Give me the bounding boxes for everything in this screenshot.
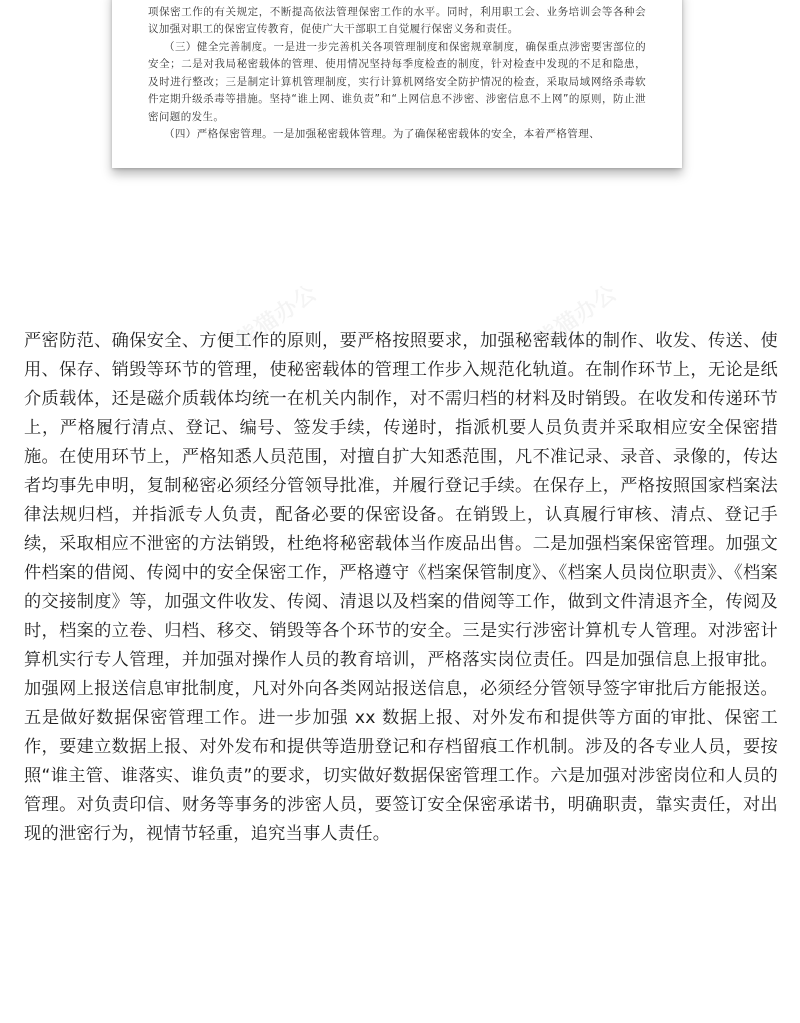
preview-text <box>148 0 646 144</box>
preview-paragraph-4: （四）严格保密管理。一是加强秘密载体管理。为了确保秘密载体的安全，本着严格管理、 <box>164 128 600 140</box>
preview-paragraph-2: 项保密工作的有关规定，不断提高依法管理保密工作的水平。同时，利用职工会、业务培训会等各种会议加强对职工的保密宣传教育，促使广大干部职工自觉履行保密义务和责任。 <box>148 5 646 35</box>
body-paragraph: 严密防范、确保安全、方便工作的原则，要严格按照要求，加强秘密载体的制作、收发、传送、使用、保存、销毁等环节的管理，使秘密载体的管理工作步入规范化轨道。在制作环节上，无论是纸介质载体，还是磁介质载体均统一在机关内制作，对不需归档的材料及时销毁。在收发和传递环节上，严格履行清点、登记、编号、签发手续，传递时，指派机要人员负责并采取相应安全保密措施。在使用环节上，严格知悉人员范围，对擅自扩大知悉范围，凡不准记录、录音、录像的，传达者均事先申明，复制秘密必须经分管领导批准，并履行登记手续。在保存上，严格按照国家档案法律法规归档，并指派专人负责，配备必要的保密设备。在销毁上，认真履行审核、清点、登记手续，采取相应不泄密的方法销毁，杜绝将秘密载体当作废品出售。二是加强档案保密管理。加强文件档案的借阅、传阅中的安全保密工作，严格遵守《档案保管制度》、《档案人员岗位职责》、《档案的交接制度》等，加强文件收发、传阅、清退以及档案的借阅等工作，做到文件清退齐全，传阅及时，档案的立卷、归档、移交、销毁等各个环节的安全。三是实行涉密计算机专人管理。对涉密计算机实行专人管理，并加强对操作人员的教育培训，严格落实岗位责任。四是加强信息上报审批。加强网上报送信息审批制度，凡对外向各类网站报送信息，必须经分管领导签字审批后方能报送。五是做好数据保密管理工作。进一步加强 xx 数据上报、对外发布和提供等方面的审批、保密工作，要建立数据上报、对外发布和提供等造册登记和存档留痕工作机制。涉及的各专业人员，要按照“谁主管、谁落实、谁负责”的要求，切实做好数据保密管理工作。六是加强对涉密岗位和人员的管理。对负责印信、财务等事务的涉密人员，要签订安全保密承诺书，明确职责，靠实责任，对出现的泄密行为，视情节轻重，追究当事人责任。 <box>24 331 778 844</box>
preview-paragraph-3: （三）健全完善制度。一是进一步完善机关各项管理制度和保密规章制度，确保重点涉密要害部位的安全；二是对我局秘密载体的管理、使用情况坚持每季度检查的制度，针对检查中发现的不足和隐患，及时进行整改；三是制定计算机管理制度，实行计算机网络安全防护情况的检查，采取局域网络杀毒软件定期升级杀毒等措施。坚持“谁上网、谁负责”和“上网信息不涉密、涉密信息不上网”的原则，防止泄密问题的发生。 <box>148 40 646 123</box>
document-preview-card <box>112 0 682 168</box>
document-body <box>24 327 778 849</box>
